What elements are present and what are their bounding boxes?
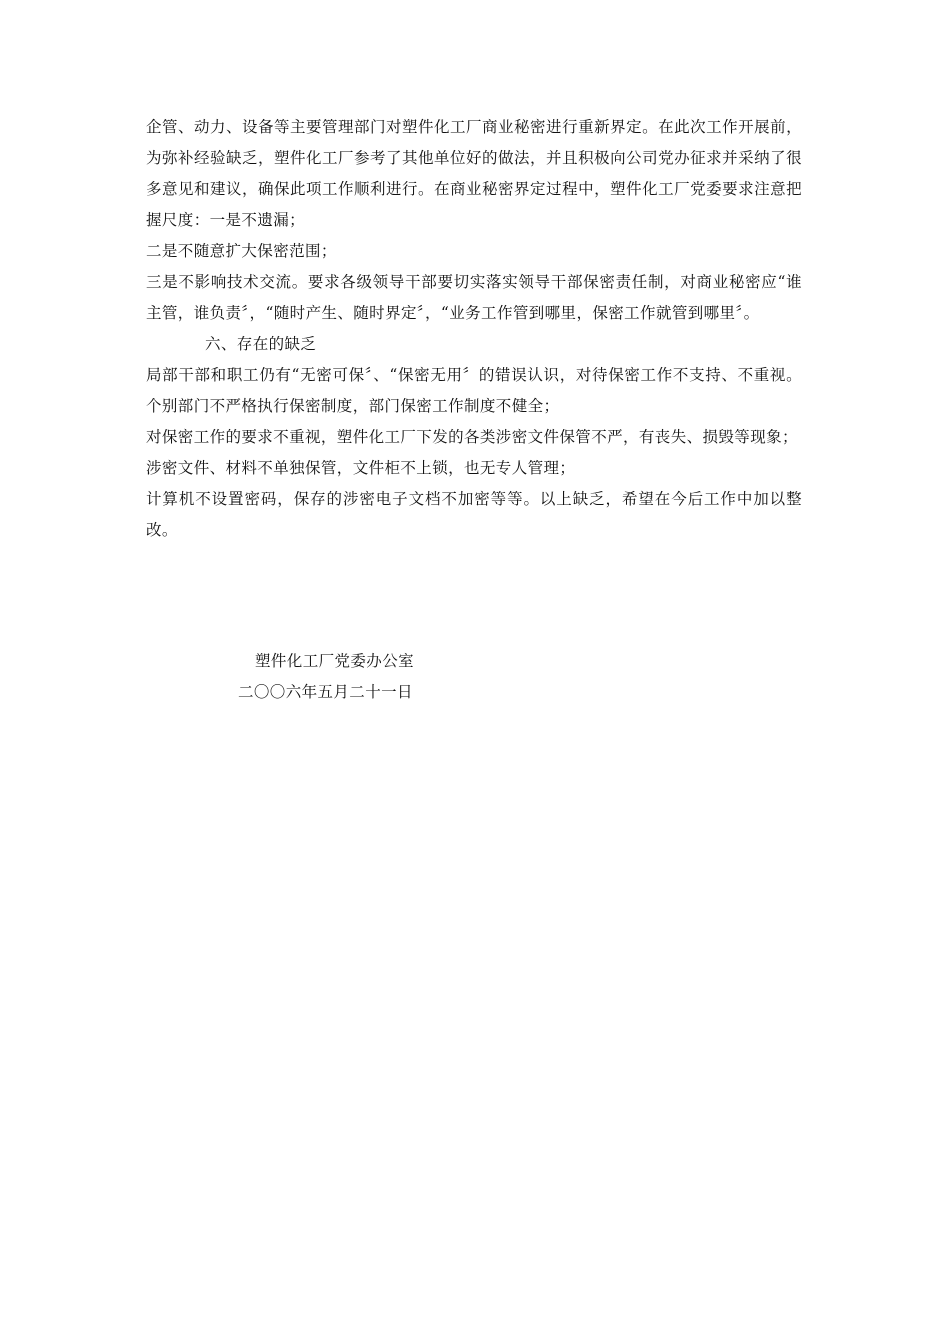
signature-date: 二〇〇六年五月二十一日 bbox=[238, 683, 413, 701]
signature-organization: 塑件化工厂党委办公室 bbox=[255, 652, 415, 670]
paragraph-scope-limit: 二是不随意扩大保密范围； bbox=[146, 242, 337, 260]
section-heading: 六、存在的缺乏 bbox=[205, 335, 317, 353]
paragraph-computer-security: 计算机不设置密码，保存的涉密电子文档不加密等等。以上缺乏，希望在今后工作中加以整改。 bbox=[146, 490, 802, 539]
paragraph-file-custody: 对保密工作的要求不重视，塑件化工厂下发的各类涉密文件保管不严，有丧失、损毁等现象； bbox=[146, 428, 798, 446]
signature-block bbox=[146, 646, 646, 708]
paragraph-scope-definition: 企管、动力、设备等主要管理部门对塑件化工厂商业秘密进行重新界定。在此次工作开展前，为弥补经验缺乏，塑件化工厂参考了其他单位好的做法，并且积极向公司党办征求并采纳了很多意见和建议，确保此项工作顺利进行。在商业秘密界定过程中，塑件化工厂党委要求注意把握尺度：一是不遗漏； bbox=[146, 118, 802, 229]
paragraph-material-storage: 涉密文件、材料不单独保管，文件柜不上锁，也无专人管理； bbox=[146, 459, 576, 477]
paragraph-responsibility: 三是不影响技术交流。要求各级领导干部要切实落实领导干部保密责任制，对商业秘密应“谁主管，谁负责〞，“随时产生、随时界定〞，“业务工作管到哪里，保密工作就管到哪里〞。 bbox=[146, 273, 802, 322]
paragraph-wrong-awareness: 局部干部和职工仍有“无密可保〞、“保密无用〞的错误认识，对待保密工作不支持、不重视。个别部门不严格执行保密制度，部门保密工作制度不健全； bbox=[146, 366, 802, 415]
document-body bbox=[146, 112, 802, 546]
